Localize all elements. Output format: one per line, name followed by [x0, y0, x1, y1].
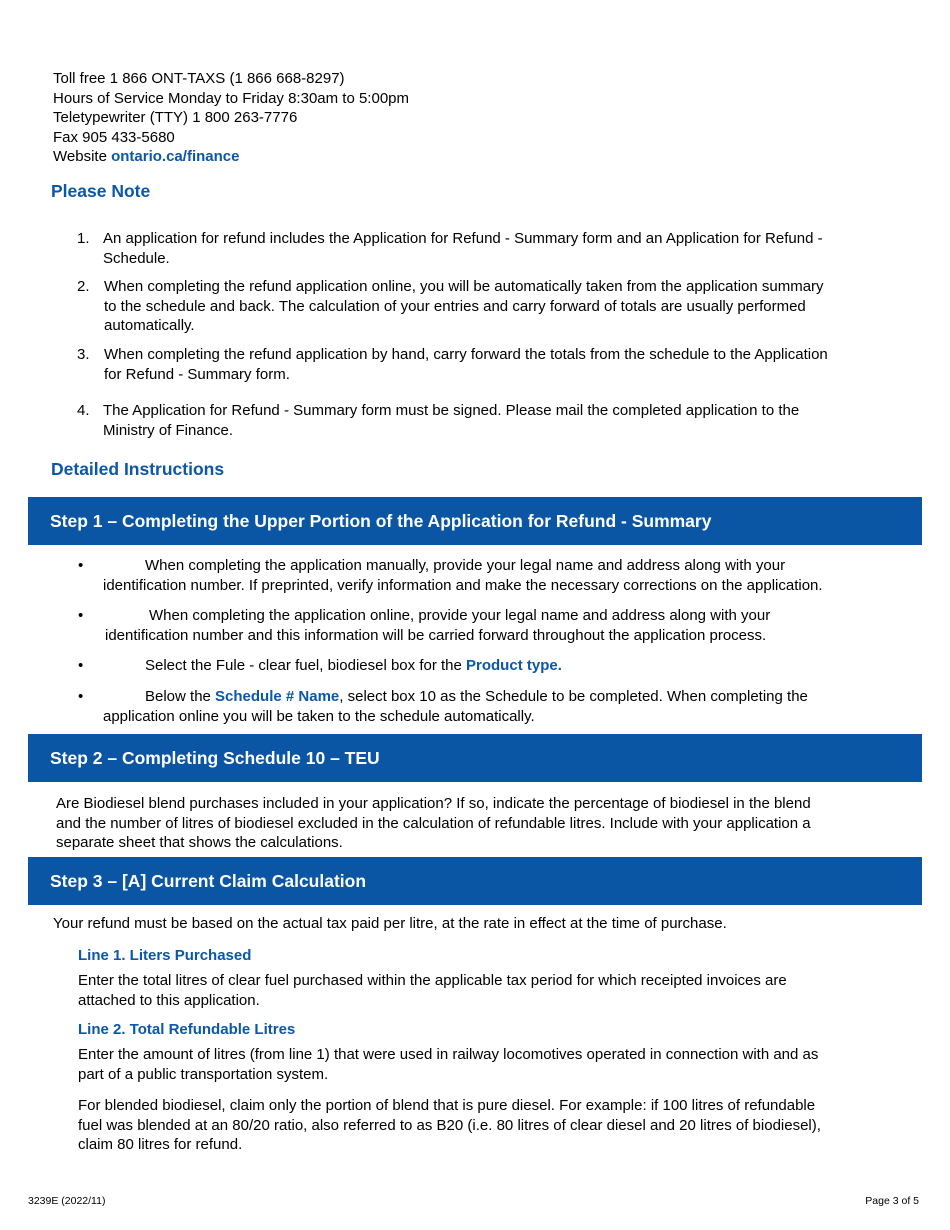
note-line: When completing the refund application online, you will be automatically taken from the application summary — [104, 278, 824, 295]
paragraph-line: For blended biodiesel, claim only the portion of blend that is pure diesel. For example: if 100 litres of refundable — [78, 1097, 816, 1114]
step3-intro: Your refund must be based on the actual tax paid per litre, at the rate in effect at the time of purchase. — [53, 915, 727, 932]
paragraph-line: Are Biodiesel blend purchases included in your application? If so, indicate the percentage of biodiesel in the blend — [56, 795, 811, 812]
page-number: Page 3 of 5 — [865, 1195, 919, 1207]
bullet-text: , select box 10 as the Schedule to be completed. When completing the — [339, 688, 808, 705]
detailed-instructions-heading: Detailed Instructions — [51, 459, 225, 479]
bullet-dot: • — [78, 607, 84, 624]
line2-paragraph — [78, 1045, 818, 1084]
paragraph-line: fuel was blended at an 80/20 ratio, also referred to as B20 (i.e. 80 litres of clear diesel and 20 litres of biodiesel), — [78, 1116, 821, 1134]
step2-paragraph — [56, 794, 811, 853]
note-line: Ministry of Finance. — [103, 421, 234, 439]
bullet-text-wrap — [145, 656, 562, 676]
please-note-heading: Please Note — [51, 181, 151, 201]
step2-header: Step 2 – Completing Schedule 10 – TEU — [28, 734, 922, 782]
step3-header: Step 3 – [A] Current Claim Calculation — [28, 857, 922, 905]
bullet-text-cont: application online you will be taken to the schedule automatically. — [103, 707, 535, 725]
paragraph-line: Enter the amount of litres (from line 1) that were used in railway locomotives operated in connection with and as — [78, 1046, 819, 1063]
note-line: The Application for Refund - Summary form must be signed. Please mail the completed application to the — [103, 402, 800, 419]
note-line: for Refund - Summary form. — [104, 365, 290, 383]
tty-line: Teletypewriter (TTY) 1 800 263-7776 — [53, 109, 298, 126]
paragraph-line: attached to this application. — [78, 991, 260, 1009]
bullet-dot: • — [78, 557, 84, 574]
bullet-text: When completing the application online, provide your legal name and address along with your — [149, 607, 771, 624]
bullet-text-cont: identification number. If preprinted, verify information and make the necessary corrections on the application. — [103, 576, 823, 594]
paragraph-line: claim 80 litres for refund. — [78, 1136, 243, 1153]
note-number: 1. — [77, 230, 90, 247]
paragraph-line: separate sheet that shows the calculations. — [56, 834, 343, 851]
schedule-name-link[interactable]: Schedule # Name — [215, 688, 340, 705]
contact-block — [53, 69, 409, 167]
bullet-text: When completing the application manually, provide your legal name and address along with your — [145, 557, 786, 574]
note-number: 2. — [77, 278, 90, 295]
paragraph-line: Enter the total litres of clear fuel purchased within the applicable tax period for which receipted invoices are — [78, 972, 787, 989]
form-id: 3239E (2022/11) — [28, 1195, 106, 1207]
bullet-text: Select the Fule - clear fuel, biodiesel box for the — [145, 657, 467, 674]
line1-paragraph — [78, 971, 787, 1010]
note-line: automatically. — [104, 317, 195, 334]
bullet-text-cont: identification number and this information will be carried forward throughout the application process. — [105, 626, 767, 644]
bullet-text: Below the — [145, 688, 216, 705]
hours-line: Hours of Service Monday to Friday 8:30am to 5:00pm — [53, 89, 410, 107]
bullet-text-wrap — [145, 687, 808, 707]
note-number: 3. — [77, 346, 90, 363]
toll-free-line: Toll free 1 866 ONT-TAXS (1 866 668-8297) — [53, 70, 345, 87]
note-line: When completing the refund application by hand, carry forward the totals from the schedule to the Application — [104, 346, 828, 363]
note-line: Schedule. — [103, 249, 170, 267]
note-line: to the schedule and back. The calculation of your entries and carry forward of totals are usually performed — [104, 297, 806, 315]
bullet-dot: • — [78, 688, 84, 705]
paragraph-line: and the number of litres of biodiesel excluded in the calculation of refundable litres. Include with your application a — [56, 814, 811, 832]
website-link[interactable]: ontario.ca/finance — [111, 148, 240, 165]
blend-paragraph — [78, 1096, 821, 1155]
bullet-dot: • — [78, 657, 84, 674]
website-label: Website — [53, 148, 112, 165]
website-line — [53, 147, 409, 167]
product-type-link[interactable]: Product type. — [466, 657, 562, 674]
paragraph-line: part of a public transportation system. — [78, 1065, 329, 1083]
line1-heading: Line 1. Liters Purchased — [78, 947, 252, 964]
note-line: An application for refund includes the Application for Refund - Summary form and an Application for Refund - — [103, 230, 823, 247]
fax-line: Fax 905 433-5680 — [53, 128, 175, 146]
line2-heading: Line 2. Total Refundable Litres — [78, 1021, 296, 1038]
note-number: 4. — [77, 402, 90, 419]
step1-header: Step 1 – Completing the Upper Portion of the Application for Refund - Summary — [28, 497, 922, 545]
